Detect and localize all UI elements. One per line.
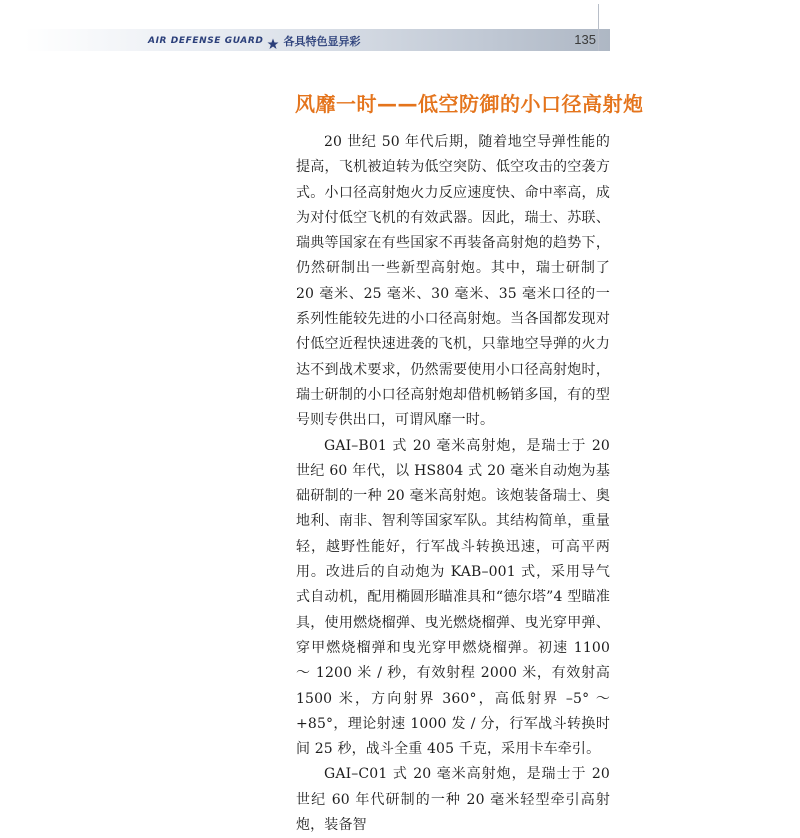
article-title: 风靡一时——低空防御的小口径高射炮 <box>295 92 644 116</box>
paragraph-gai-c01: GAI–C01 式 20 毫米高射炮，是瑞士于 20 世纪 60 年代研制的一种 20 毫米轻型牵引高射炮，装备智 <box>296 766 610 834</box>
article-body <box>296 130 610 838</box>
paragraph-intro: 20 世纪 50 年代后期，随着地空导弹性能的提高，飞机被迫转为低空突防、低空攻击的空袭方式。小口径高射炮火力反应速度快、命中率高，成为对付低空飞机的有效武器。因此，瑞士、苏联、瑞典等国家在有些国家不再装备高射炮的趋势下，仍然研制出一些新型高射炮。其中，瑞士研制了 20 毫米、25 毫米、30 毫米、35 毫米口径的一系列性能较先进的小口径高射炮。当各国都发现对付低空近程快速进袭的飞机，只靠地空导弹的火力达不到战术要求，仍然需要使用小口径高射炮时，瑞士研制的小口径高射炮却借机畅销多国，有的型号则专供出口，可谓风靡一时。 <box>296 134 610 429</box>
section-name: 各具特色显异彩 <box>283 35 361 48</box>
brand-name: AIR DEFENSE GUARD <box>148 36 264 46</box>
page-number: 135 <box>574 32 596 47</box>
star-icon <box>267 35 279 47</box>
paragraph-gai-b01: GAI–B01 式 20 毫米高射炮，是瑞士于 20 世纪 60 年代，以 HS804 式 20 毫米自动炮为基础研制的一种 20 毫米高射炮。该炮装备瑞士、奥地利、南非、智利等国家军队。其结构简单，重量轻，越野性能好，行军战斗转换迅速，可高平两用。改进后的自动炮为 KAB–001 式，采用导气式自动机，配用椭圆形瞄准具和“德尔塔”4 型瞄准具，使用燃烧榴弹、曳光燃烧榴弹、曳光穿甲弹、穿甲燃烧榴弹和曳光穿甲燃烧榴弹。初速 1100 ～ 1200 米 / 秒，有效射程 2000 米，有效射高 1500 米，方向射界 360°，高低射界 –5° ～ +85°，理论射速 1000 发 / 分，行军战斗转换时间 25 秒，战斗全重 405 千克，采用卡车牵引。 <box>296 437 610 758</box>
running-header <box>148 33 360 49</box>
header-divider <box>598 4 599 51</box>
